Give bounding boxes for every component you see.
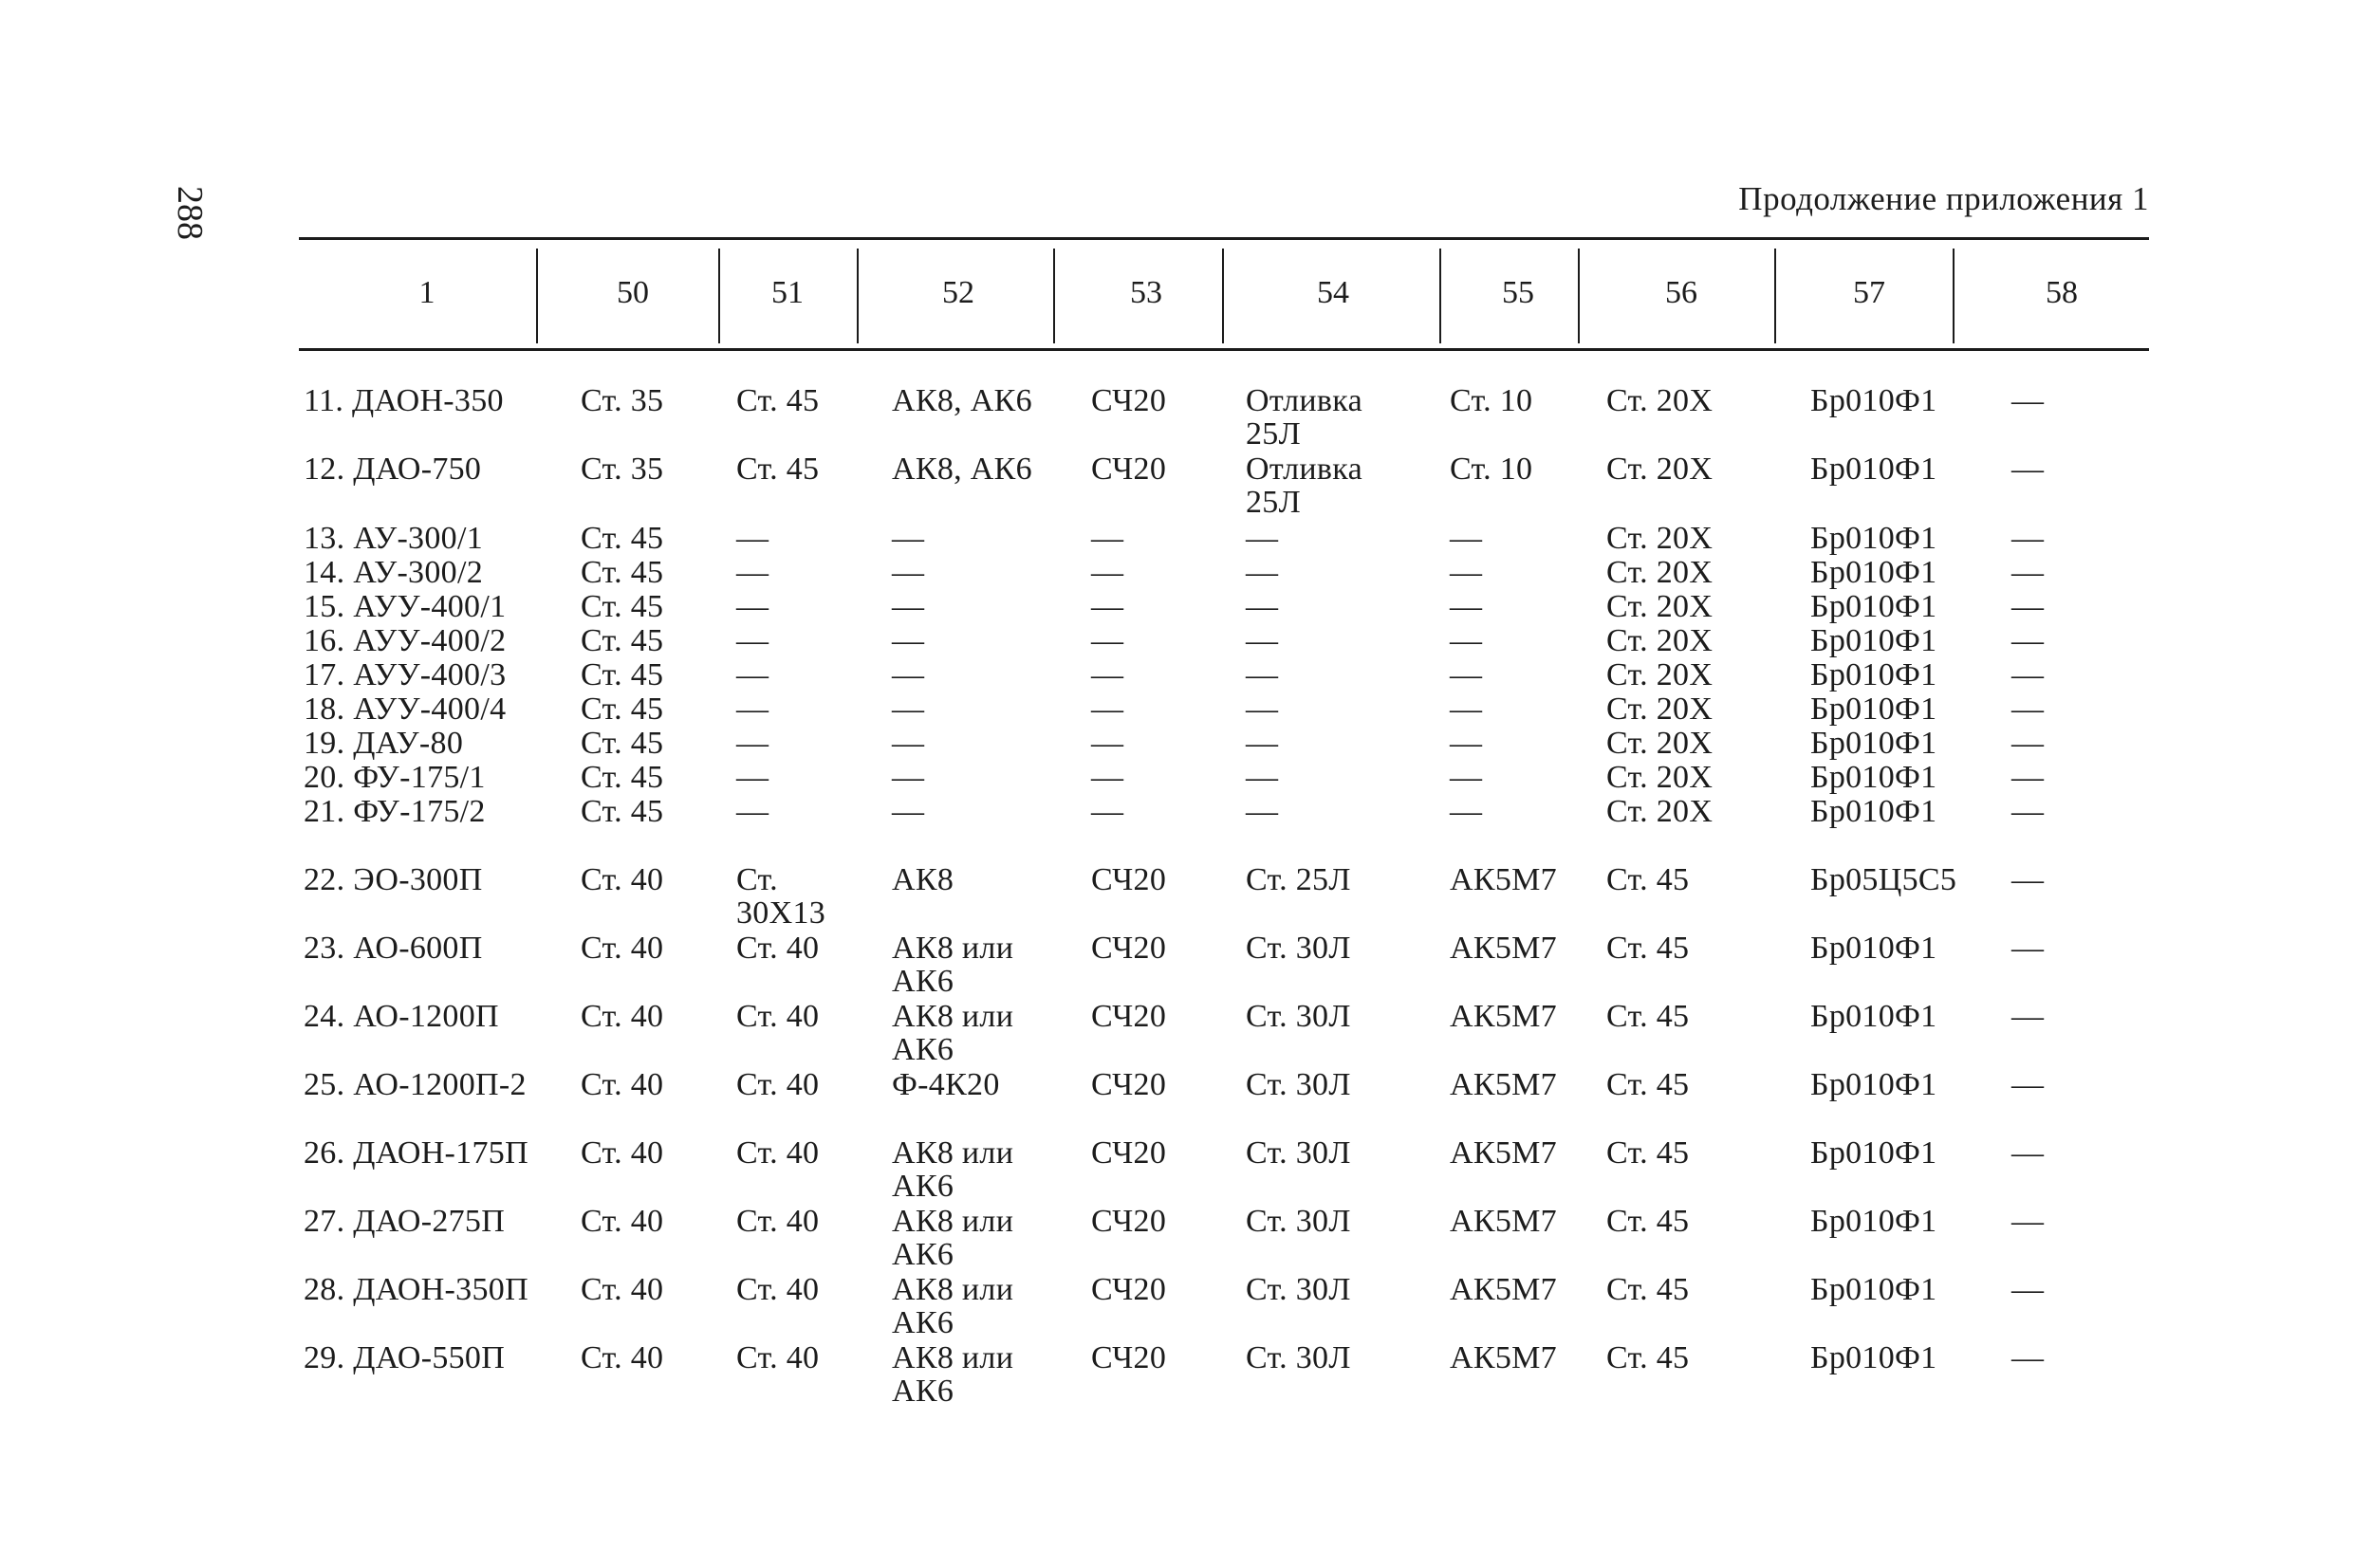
material-cell: — <box>736 657 769 692</box>
column-header: 1 <box>418 275 435 310</box>
column-header: 55 <box>1502 275 1534 310</box>
material-cell: — <box>1091 760 1124 795</box>
material-cell: Ст. 40 <box>581 999 664 1034</box>
material-cell: Ст. 30Л <box>1246 931 1351 966</box>
material-cell: Ст. 45 <box>1606 862 1690 897</box>
material-cell: Ст. 20Х <box>1606 657 1714 692</box>
column-divider <box>718 249 720 343</box>
equipment-name-cell: 16. АУУ-400/2 <box>304 623 507 658</box>
material-cell: Ст. 35 <box>581 452 664 487</box>
column-header: 51 <box>771 275 804 310</box>
equipment-name-cell: 12. ДАО-750 <box>304 452 482 487</box>
material-cell: СЧ20 <box>1091 1204 1167 1239</box>
material-cell: Ст. 40 <box>736 931 820 966</box>
material-cell: Ст. 45 <box>581 521 664 556</box>
material-cell: — <box>736 692 769 727</box>
material-cell: — <box>736 589 769 624</box>
material-cell: — <box>1450 657 1483 692</box>
material-cell: — <box>2011 931 2045 966</box>
column-divider <box>1578 249 1580 343</box>
column-header: 54 <box>1317 275 1349 310</box>
material-cell: Ст. 45 <box>581 726 664 761</box>
equipment-name-cell: 18. АУУ-400/4 <box>304 692 507 727</box>
column-header: 50 <box>617 275 649 310</box>
equipment-name-cell: 25. АО-1200П-2 <box>304 1067 527 1102</box>
material-cell: СЧ20 <box>1091 999 1167 1034</box>
material-cell: — <box>736 726 769 761</box>
material-cell: — <box>1450 555 1483 590</box>
material-cell: Ст. 45 <box>581 589 664 624</box>
material-cell: — <box>1091 623 1124 658</box>
material-cell: — <box>736 794 769 829</box>
material-cell: — <box>1246 726 1279 761</box>
material-cell: — <box>1450 794 1483 829</box>
material-cell: Ст. 45 <box>1606 1204 1690 1239</box>
material-cell: — <box>2011 555 2045 590</box>
material-cell: — <box>1246 555 1279 590</box>
material-cell: — <box>892 521 925 556</box>
material-cell: Ст. 40 <box>581 1067 664 1102</box>
column-header: 56 <box>1665 275 1697 310</box>
material-cell: Бр010Ф1 <box>1810 1135 1937 1171</box>
continuation-title: Продолжение приложения 1 <box>1738 180 2149 217</box>
table-header-rule <box>299 348 2149 351</box>
column-header: 52 <box>942 275 974 310</box>
material-cell: АК5М7 <box>1450 999 1557 1034</box>
material-cell: Бр010Ф1 <box>1810 521 1937 556</box>
material-cell: Ст. 40 <box>581 1135 664 1171</box>
material-cell: Ст. 45 <box>1606 1340 1690 1375</box>
column-divider <box>1774 249 1776 343</box>
equipment-name-cell: 14. АУ-300/2 <box>304 555 484 590</box>
material-cell: — <box>2011 794 2045 829</box>
material-cell: — <box>736 555 769 590</box>
table-top-rule <box>299 237 2149 240</box>
material-cell: — <box>736 623 769 658</box>
material-cell: АК5М7 <box>1450 1340 1557 1375</box>
equipment-name-cell: 29. ДАО-550П <box>304 1340 506 1375</box>
material-cell: АК8, АК6 <box>892 452 1032 487</box>
page-number: 288 <box>170 186 210 240</box>
material-cell: Ст. 20Х <box>1606 383 1714 418</box>
material-cell: Отливка 25Л <box>1246 383 1362 452</box>
equipment-name-cell: 13. АУ-300/1 <box>304 521 484 556</box>
material-cell: — <box>892 692 925 727</box>
material-cell: — <box>1091 692 1124 727</box>
material-cell: Бр010Ф1 <box>1810 452 1937 487</box>
material-cell: — <box>1450 726 1483 761</box>
material-cell: Ст. 20Х <box>1606 623 1714 658</box>
material-cell: Ст. 40 <box>736 1204 820 1239</box>
material-cell: Бр010Ф1 <box>1810 657 1937 692</box>
material-cell: АК5М7 <box>1450 1204 1557 1239</box>
column-divider <box>1953 249 1955 343</box>
material-cell: — <box>2011 1272 2045 1307</box>
material-cell: Ст. 30Л <box>1246 1204 1351 1239</box>
material-cell: АК8 или АК6 <box>892 1135 1014 1204</box>
material-cell: Ст. 40 <box>581 1272 664 1307</box>
material-cell: АК8 или АК6 <box>892 1204 1014 1272</box>
material-cell: Ст. 40 <box>581 1340 664 1375</box>
material-cell: — <box>2011 692 2045 727</box>
material-cell: Ст. 20Х <box>1606 726 1714 761</box>
material-cell: Ст. 40 <box>736 1067 820 1102</box>
material-cell: Бр010Ф1 <box>1810 999 1937 1034</box>
material-cell: Ст. 20Х <box>1606 452 1714 487</box>
material-cell: Бр010Ф1 <box>1810 1204 1937 1239</box>
material-cell: АК8 или АК6 <box>892 931 1014 999</box>
material-cell: Ст. 40 <box>581 931 664 966</box>
column-divider <box>1439 249 1441 343</box>
material-cell: — <box>892 623 925 658</box>
material-cell: Ст. 45 <box>581 760 664 795</box>
material-cell: — <box>1091 657 1124 692</box>
material-cell: Ст. 20Х <box>1606 521 1714 556</box>
material-cell: Ст. 45 <box>736 383 820 418</box>
material-cell: Бр010Ф1 <box>1810 1067 1937 1102</box>
material-cell: Ст. 40 <box>736 1135 820 1171</box>
material-cell: Бр010Ф1 <box>1810 794 1937 829</box>
material-cell: Бр010Ф1 <box>1810 931 1937 966</box>
material-cell: Бр010Ф1 <box>1810 1272 1937 1307</box>
material-cell: Ст. 30Л <box>1246 999 1351 1034</box>
material-cell: — <box>1246 589 1279 624</box>
material-cell: Бр05Ц5С5 <box>1810 862 1957 897</box>
material-cell: Ст. 40 <box>581 862 664 897</box>
material-cell: Ст. 20Х <box>1606 692 1714 727</box>
material-cell: — <box>2011 726 2045 761</box>
material-cell: — <box>1450 692 1483 727</box>
material-cell: — <box>2011 657 2045 692</box>
equipment-name-cell: 15. АУУ-400/1 <box>304 589 507 624</box>
material-cell: — <box>1246 760 1279 795</box>
material-cell: СЧ20 <box>1091 1135 1167 1171</box>
equipment-name-cell: 23. АО-600П <box>304 931 483 966</box>
material-cell: — <box>1450 521 1483 556</box>
material-cell: Ст. 45 <box>581 657 664 692</box>
material-cell: — <box>2011 1067 2045 1102</box>
material-cell: — <box>1246 521 1279 556</box>
material-cell: — <box>892 726 925 761</box>
material-cell: Бр010Ф1 <box>1810 589 1937 624</box>
material-cell: — <box>892 794 925 829</box>
material-cell: — <box>2011 862 2045 897</box>
material-cell: Бр010Ф1 <box>1810 760 1937 795</box>
equipment-name-cell: 24. АО-1200П <box>304 999 499 1034</box>
material-cell: Ст. 10 <box>1450 383 1533 418</box>
material-cell: — <box>1091 589 1124 624</box>
material-cell: Ст. 30Л <box>1246 1067 1351 1102</box>
material-cell: — <box>2011 760 2045 795</box>
material-cell: АК8 или АК6 <box>892 999 1014 1067</box>
column-header: 53 <box>1130 275 1162 310</box>
material-cell: — <box>1246 623 1279 658</box>
column-header: 58 <box>2046 275 2078 310</box>
material-cell: Ст. 45 <box>1606 931 1690 966</box>
material-cell: Ст. 45 <box>736 452 820 487</box>
material-cell: Ф-4К20 <box>892 1067 1000 1102</box>
material-cell: Бр010Ф1 <box>1810 383 1937 418</box>
material-cell: АК5М7 <box>1450 862 1557 897</box>
material-cell: Ст. 10 <box>1450 452 1533 487</box>
material-cell: — <box>2011 1204 2045 1239</box>
material-cell: СЧ20 <box>1091 1272 1167 1307</box>
material-cell: — <box>2011 452 2045 487</box>
material-cell: СЧ20 <box>1091 862 1167 897</box>
material-cell: СЧ20 <box>1091 1067 1167 1102</box>
material-cell: Бр010Ф1 <box>1810 623 1937 658</box>
material-cell: СЧ20 <box>1091 383 1167 418</box>
material-cell: — <box>1091 521 1124 556</box>
material-cell: СЧ20 <box>1091 1340 1167 1375</box>
material-cell: — <box>892 555 925 590</box>
material-cell: Ст. 45 <box>581 555 664 590</box>
material-cell: Ст. 30Л <box>1246 1272 1351 1307</box>
equipment-name-cell: 27. ДАО-275П <box>304 1204 506 1239</box>
column-divider <box>1222 249 1224 343</box>
material-cell: Ст. 25Л <box>1246 862 1351 897</box>
material-cell: Бр010Ф1 <box>1810 1340 1937 1375</box>
material-cell: — <box>892 657 925 692</box>
material-cell: — <box>2011 999 2045 1034</box>
equipment-name-cell: 28. ДАОН-350П <box>304 1272 528 1307</box>
material-cell: Ст. 20Х <box>1606 794 1714 829</box>
material-cell: — <box>1450 589 1483 624</box>
material-cell: Ст. 45 <box>581 623 664 658</box>
material-cell: Ст. 40 <box>581 1204 664 1239</box>
material-cell: — <box>1450 760 1483 795</box>
material-cell: Ст. 20Х <box>1606 760 1714 795</box>
material-cell: — <box>1246 657 1279 692</box>
equipment-name-cell: 22. ЭО-300П <box>304 862 483 897</box>
material-cell: Ст. 45 <box>1606 1067 1690 1102</box>
material-cell: — <box>1246 794 1279 829</box>
equipment-name-cell: 20. ФУ-175/1 <box>304 760 486 795</box>
material-cell: АК8 или АК6 <box>892 1340 1014 1409</box>
column-header: 57 <box>1853 275 1885 310</box>
column-divider <box>1053 249 1055 343</box>
material-cell: — <box>892 760 925 795</box>
material-cell: — <box>2011 623 2045 658</box>
material-cell: Ст. 45 <box>581 794 664 829</box>
column-divider <box>857 249 859 343</box>
material-cell: АК5М7 <box>1450 1272 1557 1307</box>
material-cell: — <box>2011 589 2045 624</box>
material-cell: АК5М7 <box>1450 931 1557 966</box>
material-cell: Ст. 45 <box>581 692 664 727</box>
material-cell: Бр010Ф1 <box>1810 692 1937 727</box>
column-divider <box>536 249 538 343</box>
material-cell: — <box>1091 726 1124 761</box>
material-cell: — <box>2011 1135 2045 1171</box>
material-cell: Отливка 25Л <box>1246 452 1362 520</box>
material-cell: Ст. 40 <box>736 999 820 1034</box>
material-cell: — <box>892 589 925 624</box>
equipment-name-cell: 26. ДАОН-175П <box>304 1135 528 1171</box>
material-cell: АК8 <box>892 862 954 897</box>
material-cell: Ст. 45 <box>1606 1272 1690 1307</box>
material-cell: Бр010Ф1 <box>1810 726 1937 761</box>
material-cell: АК8 или АК6 <box>892 1272 1014 1340</box>
material-cell: СЧ20 <box>1091 452 1167 487</box>
equipment-name-cell: 21. ФУ-175/2 <box>304 794 486 829</box>
material-cell: Ст. 20Х <box>1606 555 1714 590</box>
material-cell: Ст. 45 <box>1606 1135 1690 1171</box>
material-cell: — <box>1091 794 1124 829</box>
material-cell: Ст. 40 <box>736 1272 820 1307</box>
material-cell: СЧ20 <box>1091 931 1167 966</box>
equipment-name-cell: 17. АУУ-400/3 <box>304 657 507 692</box>
material-cell: — <box>2011 383 2045 418</box>
equipment-name-cell: 19. ДАУ-80 <box>304 726 464 761</box>
material-cell: Бр010Ф1 <box>1810 555 1937 590</box>
material-cell: Ст. 30Л <box>1246 1135 1351 1171</box>
equipment-name-cell: 11. ДАОН-350 <box>304 383 504 418</box>
material-cell: — <box>736 760 769 795</box>
material-cell: АК5М7 <box>1450 1067 1557 1102</box>
material-cell: — <box>736 521 769 556</box>
material-cell: Ст. 35 <box>581 383 664 418</box>
material-cell: АК5М7 <box>1450 1135 1557 1171</box>
material-cell: Ст. 40 <box>736 1340 820 1375</box>
material-cell: — <box>1450 623 1483 658</box>
material-cell: Ст. 45 <box>1606 999 1690 1034</box>
material-cell: Ст. 30Х13 <box>736 862 826 931</box>
material-cell: АК8, АК6 <box>892 383 1032 418</box>
material-cell: Ст. 20Х <box>1606 589 1714 624</box>
material-cell: — <box>1246 692 1279 727</box>
material-cell: Ст. 30Л <box>1246 1340 1351 1375</box>
material-cell: — <box>1091 555 1124 590</box>
material-cell: — <box>2011 1340 2045 1375</box>
material-cell: — <box>2011 521 2045 556</box>
